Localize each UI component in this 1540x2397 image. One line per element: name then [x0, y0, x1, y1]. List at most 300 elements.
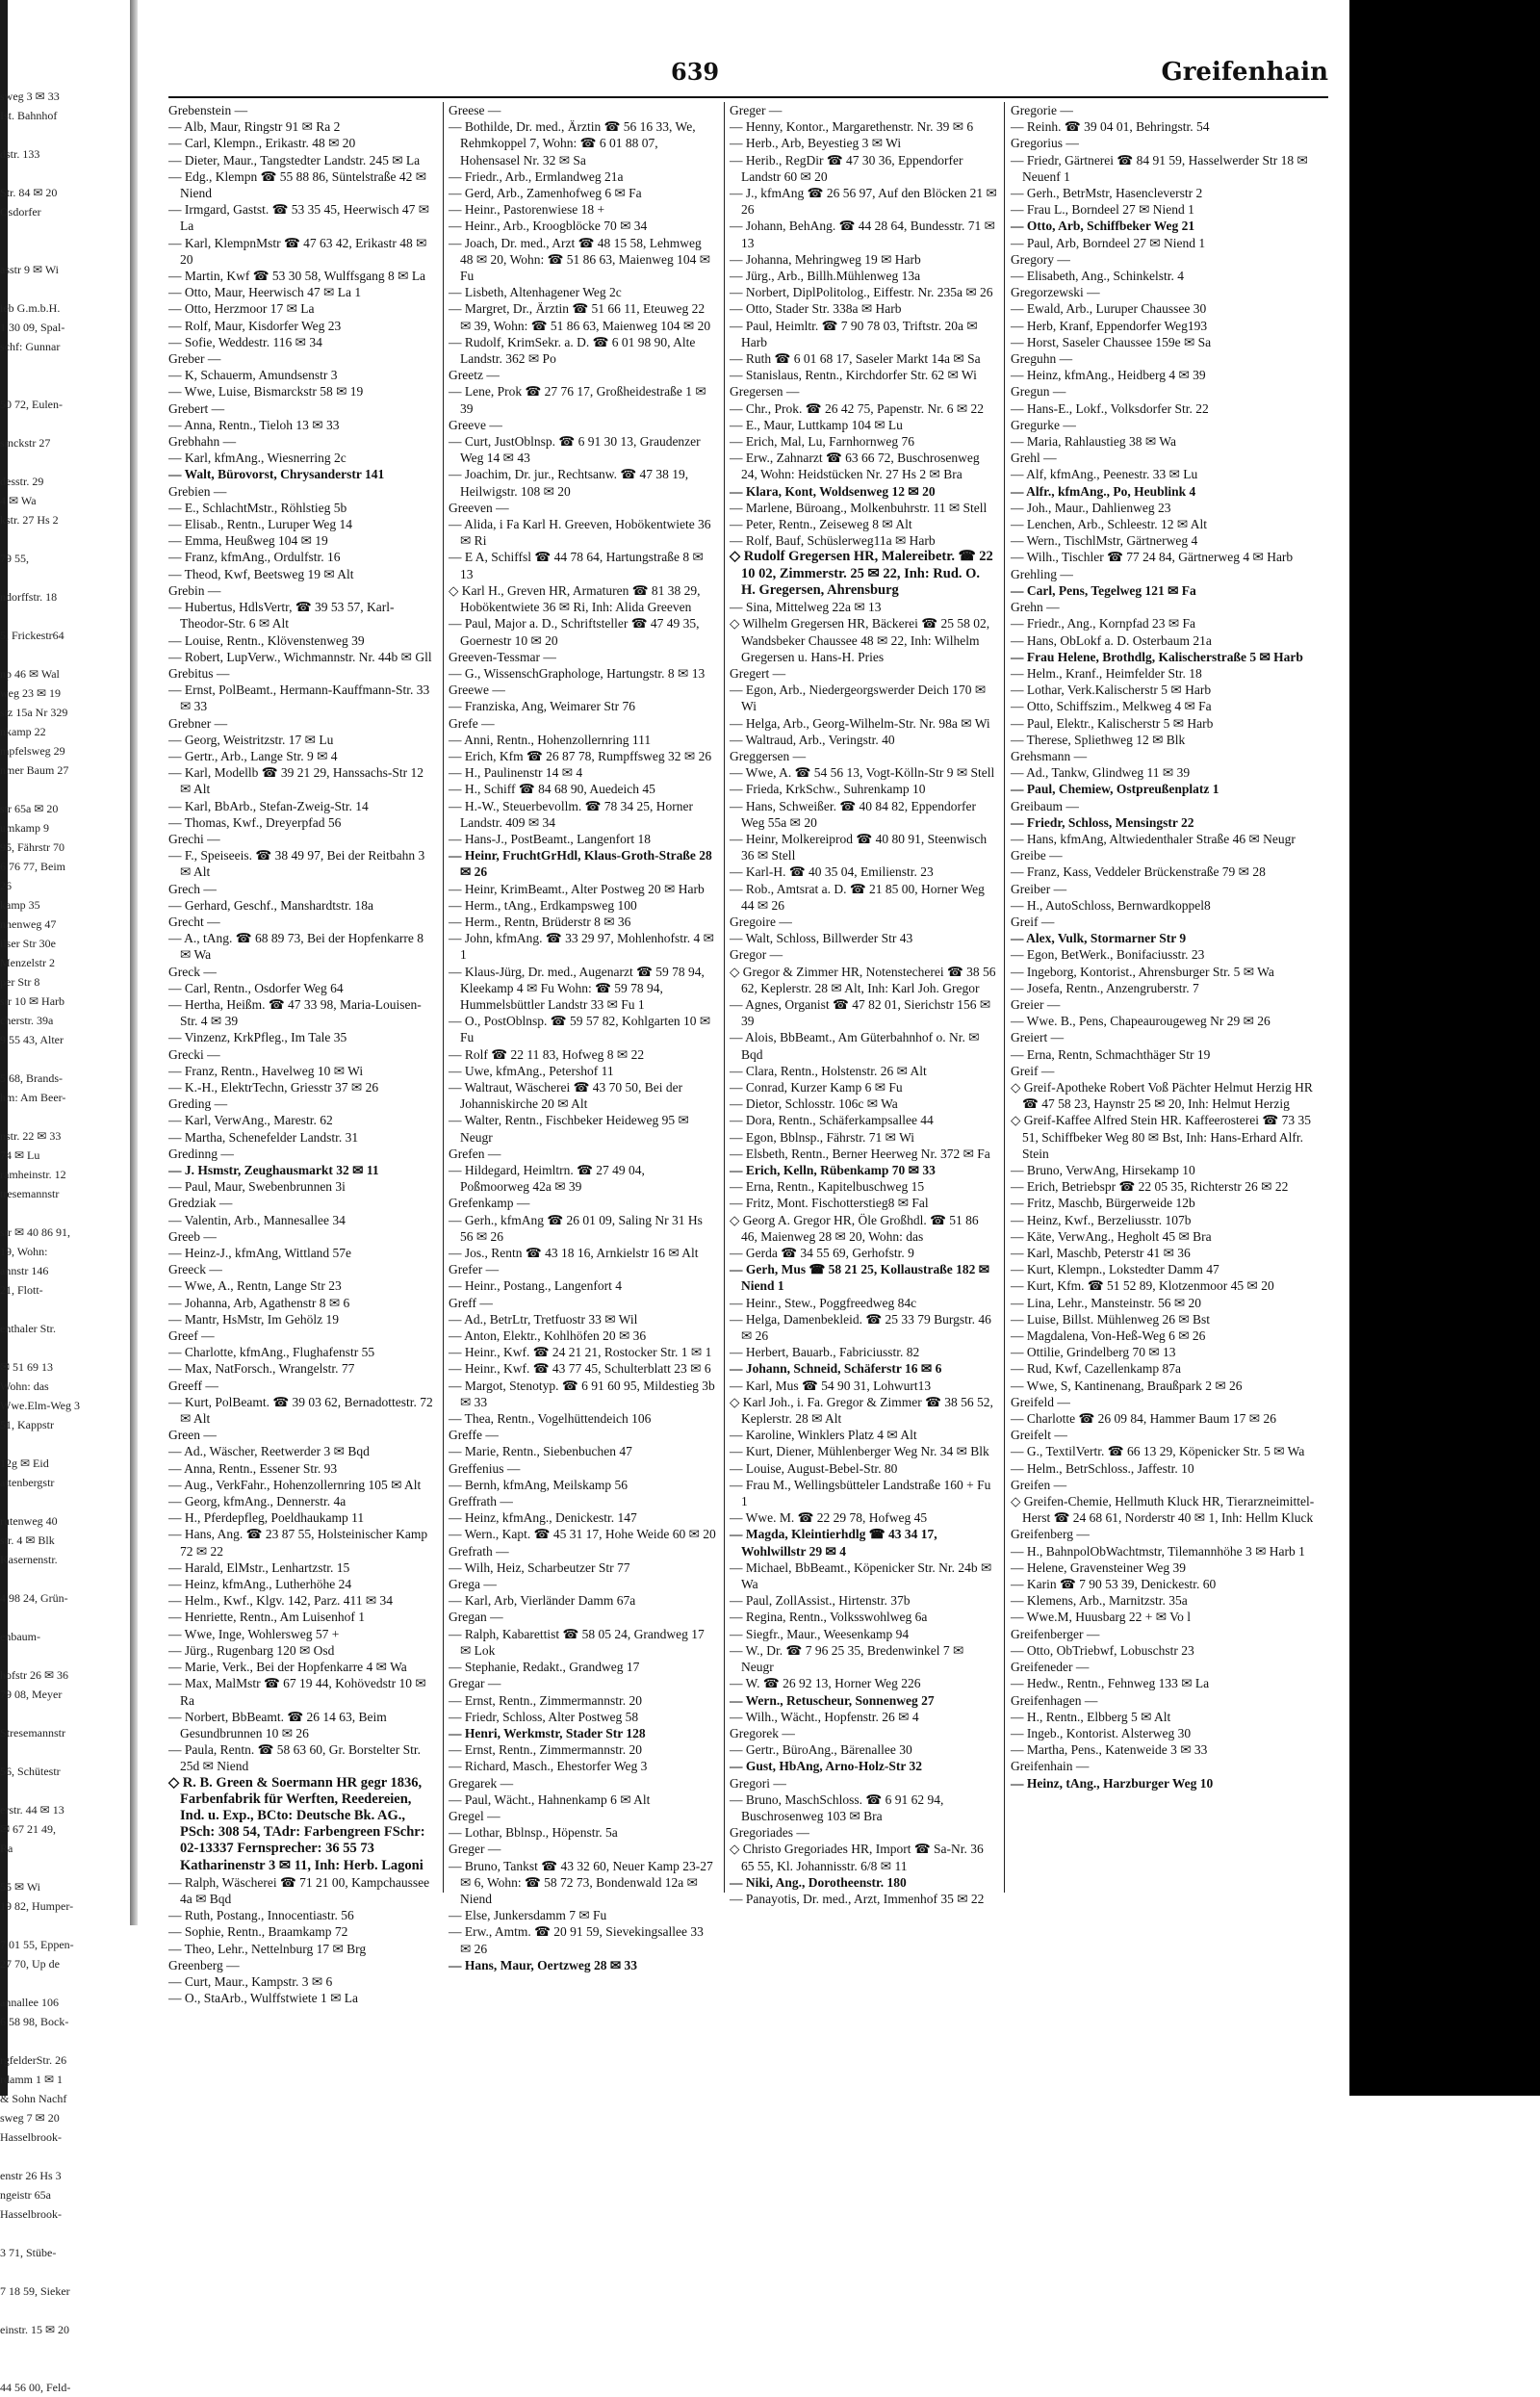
directory-entry: — Joach, Dr. med., Arzt ☎ 48 15 58, Lehmweg 48 ✉ 20, Wohn: ☎ 51 86 63, Maienweg 104 ✉ Fu	[449, 235, 711, 284]
directory-column-1	[168, 102, 436, 2006]
directory-entry: — Walter, Rentn., Fischbeker Heideweg 95 ✉ Neugr	[449, 1113, 689, 1145]
directory-entry: — Norbert, BbBeamt. ☎ 26 14 63, Beim Gesundbrunnen 10 ✉ 26	[168, 1709, 387, 1740]
directory-entry: — Wilh., Wächt., Hopfenstr. 26 ✉ 4	[730, 1709, 919, 1724]
previous-page-line: str ✉ 40 86 91,	[0, 1225, 71, 1239]
previous-page-line	[0, 241, 129, 260]
directory-entry: — Chr., Prok. ☎ 26 42 75, Papenstr. Nr. 6 ✉ 22	[730, 400, 985, 416]
previous-page-line: Stresemannstr	[0, 1726, 65, 1740]
directory-entry: — K.-H., ElektrTechn, Griesstr 37 ✉ 26	[168, 1079, 379, 1095]
previous-page-line: Menzelstr 2	[0, 956, 55, 969]
directory-entry: Greif —	[1011, 914, 1055, 929]
previous-page-line: 19, Wohn:	[0, 1245, 48, 1258]
previous-page-line	[0, 606, 129, 626]
directory-entry: — Helene, Gravensteiner Weg 39	[1011, 1559, 1186, 1575]
directory-entry: Grefen —	[449, 1146, 501, 1161]
directory-entry: — Ottilie, Grindelberg 70 ✉ 13	[1011, 1345, 1176, 1360]
previous-page-line: hofstr 26 ✉ 36	[0, 1668, 69, 1682]
directory-entry: Grega —	[449, 1577, 497, 1592]
directory-entry: — Karl, Modellb ☎ 39 21 29, Hanssachs-Str 12 ✉ Alt	[168, 765, 424, 797]
directory-entry: — Gertr., Arb., Lange Str. 9 ✉ 4	[168, 748, 338, 763]
directory-entry: Grefer —	[449, 1262, 500, 1277]
directory-entry: — Walt, Bürovorst, Chrysanderstr 141	[168, 467, 385, 482]
directory-entry: — J., kfmAng ☎ 26 56 97, Auf den Blöcken 21 ✉ 26	[730, 186, 997, 218]
directory-entry: — G., TextilVertr. ☎ 66 13 29, Köpenicker Str. 5 ✉ Wa	[1011, 1444, 1305, 1459]
directory-entry: — Aug., VerkFahr., Hohenzollernring 105 ✉ Alt	[168, 1477, 422, 1492]
previous-page-line: Ist. Bahnhof	[0, 109, 58, 122]
directory-entry: — Stephanie, Redakt., Grandweg 17	[449, 1660, 640, 1675]
previous-page-fragment	[0, 87, 129, 2394]
previous-page-line	[0, 2262, 129, 2281]
directory-entry: — Herib., RegDir ☎ 47 30 36, Eppendorfer Landstr 60 ✉ 20	[730, 152, 963, 184]
directory-entry: ◇ R. B. Green & Soermann HR gegr 1836, Farbenfabrik für Werften, Reedereien, Ind. u. Exp., BCto: Deutsche Bk. AG., PSch: 308 54, TAdr: Farbengreen FSchr: 02-13337 Fernsprecher: 36 55 73 Katharinenstr 3 ✉ 11, Inh: Herb. Lagoni	[168, 1774, 425, 1873]
previous-page-line: 74 ✉ Lu	[0, 1148, 40, 1162]
directory-entry: Gregun —	[1011, 384, 1066, 400]
previous-page-line: 51, Kappstr	[0, 1418, 54, 1431]
directory-entry: — Ad., Tankw, Glindweg 11 ✉ 39	[1011, 765, 1191, 781]
directory-entry: — Heinz, kfmAng., Lutherhöhe 24	[168, 1577, 352, 1592]
directory-entry: — Hans-J., PostBeamt., Langenfort 18	[449, 831, 651, 846]
directory-entry: — Bernh, kfmAng, Meilskamp 56	[449, 1477, 628, 1492]
directory-entry: Gregurke —	[1011, 417, 1076, 432]
directory-entry: Greifeneder —	[1011, 1660, 1090, 1675]
directory-entry: — Gust, HbAng, Arno-Holz-Str 32	[730, 1759, 923, 1774]
previous-page-line	[0, 1492, 129, 1511]
previous-page-line: nkamp 22	[0, 725, 46, 738]
directory-entry: — Otto, ObTriebwf, Lobuschstr 23	[1011, 1642, 1194, 1658]
directory-entry: — G., WissenschGraphologe, Hartungstr. 8 ✉ 13	[449, 665, 706, 681]
previous-page-line: str. 4 ✉ Blk	[0, 1534, 55, 1547]
directory-entry: — Magdalena, Von-Heß-Weg 6 ✉ 26	[1011, 1328, 1206, 1344]
directory-entry: — W. ☎ 26 92 13, Horner Weg 226	[730, 1676, 921, 1691]
directory-entry: — Gerh, Mus ☎ 58 21 25, Kollaustraße 182 ✉ Niend 1	[730, 1262, 989, 1294]
previous-page-line: kstr. 27 Hs 2	[0, 513, 59, 527]
directory-entry: — Ingeb., Kontorist. Alsterweg 30	[1011, 1725, 1192, 1740]
directory-entry: — Walt, Schloss, Billwerder Str 43	[730, 931, 913, 946]
directory-entry: — Alois, BbBeamt., Am Güterbahnhof o. Nr. ✉ Bqd	[730, 1030, 980, 1062]
directory-entry: Grehn —	[1011, 600, 1060, 615]
directory-entry: — Hedw., Rentn., Fehnweg 133 ✉ La	[1011, 1676, 1210, 1691]
previous-page-line	[0, 1300, 129, 1319]
directory-column-4	[1011, 102, 1328, 1897]
directory-entry: — Theod, Kwf, Beetsweg 19 ✉ Alt	[168, 566, 354, 581]
directory-entry: Gregorie —	[1011, 103, 1073, 117]
directory-entry: — Peter, Rentn., Zeiseweg 8 ✉ Alt	[730, 517, 912, 532]
directory-entry: Gregan —	[449, 1610, 503, 1625]
directory-entry: — Margot, Stenotyp. ☎ 6 91 60 95, Mildestieg 3b ✉ 33	[449, 1378, 715, 1409]
directory-entry: Gredinng —	[168, 1146, 234, 1161]
directory-entry: — Wern., TischlMstr, Gärtnerweg 4	[1011, 533, 1198, 549]
directory-entry: ◇ Rudolf Gregersen HR, Malereibetr. ☎ 22 10 02, Zimmerstr. 25 ✉ 22, Inh: Rud. O. H. Gregersen, Ahrensburg	[730, 549, 993, 598]
previous-page-line: dstr. 133	[0, 147, 40, 161]
directory-entry: — Heinr., Arb., Kroogblöcke 70 ✉ 34	[449, 219, 648, 234]
directory-entry: Greifenhagen —	[1011, 1692, 1098, 1708]
directory-entry: — Mantr, HsMstr, Im Gehölz 19	[168, 1311, 340, 1327]
directory-entry: Greffe —	[449, 1428, 499, 1443]
previous-page-line	[0, 452, 129, 472]
directory-entry: — Klara, Kont, Woldsenweg 12 ✉ 20	[730, 483, 936, 499]
directory-entry: — Heinr., Postang., Langenfort 4	[449, 1278, 622, 1294]
previous-page-line: Osdorfer	[0, 205, 41, 219]
directory-entry: Green —	[168, 1428, 217, 1443]
directory-entry: Grebner —	[168, 715, 228, 731]
previous-page-line: str 10 ✉ Harb	[0, 994, 65, 1008]
directory-entry: — Georg, Weistritzstr. 17 ✉ Lu	[168, 732, 334, 747]
previous-page-line: 79 55,	[0, 552, 29, 565]
directory-entry: Grechi —	[168, 831, 220, 846]
directory-entry: — Fritz, Mont. Fischotterstieg8 ✉ Fal	[730, 1196, 929, 1211]
previous-page-line: ngeistr 65a	[0, 2188, 51, 2202]
page-title: Greifenhain	[1161, 58, 1328, 87]
directory-entry: — Lina, Lehr., Mansteinstr. 56 ✉ 20	[1011, 1295, 1202, 1310]
directory-entry: — Wwe, S, Kantinenang, Braußpark 2 ✉ 26	[1011, 1378, 1243, 1393]
directory-entry: — Johanna, Mehringweg 19 ✉ Harb	[730, 251, 921, 267]
header-rule	[168, 96, 1328, 98]
directory-entry: — Otto, Maur, Heerwisch 47 ✉ La 1	[168, 285, 362, 300]
directory-entry: — Bruno, MaschSchloss. ☎ 6 91 62 94, Buschrosenweg 103 ✉ Bra	[730, 1791, 944, 1823]
book-spine	[130, 0, 138, 1925]
directory-entry: — Erich, Kfm ☎ 26 87 78, Rumpffsweg 32 ✉ 26	[449, 748, 712, 763]
directory-entry: — Hildegard, Heimltrn. ☎ 27 49 04, Poßmoorweg 42a ✉ 39	[449, 1163, 645, 1195]
directory-entry: Greifelt —	[1011, 1428, 1067, 1443]
directory-entry: — Robert, LupVerw., Wichmannstr. Nr. 44b ✉ Gll	[168, 649, 432, 664]
directory-entry: — Ad., Wäscher, Reetwerder 3 ✉ Bqd	[168, 1444, 370, 1459]
directory-entry: — Marlene, Büroang., Molkenbuhrstr. 11 ✉ Stell	[730, 500, 988, 515]
directory-entry: — Clara, Rentn., Holstenstr. 26 ✉ Alt	[730, 1063, 927, 1078]
directory-entry: — Otto, Herzmoor 17 ✉ La	[168, 301, 315, 317]
directory-entry: — Sofie, Weddestr. 116 ✉ 34	[168, 334, 322, 349]
directory-entry: — Ernst, Rentn., Zimmermannstr. 20	[449, 1742, 642, 1758]
directory-entry: — Ralph, Kabarettist ☎ 58 05 24, Grandweg 17 ✉ Lok	[449, 1626, 705, 1658]
directory-entry: — Ernst, PolBeamt., Hermann-Kauffmann-Str. 33 ✉ 33	[168, 683, 430, 714]
directory-entry: — Anton, Elektr., Kohlhöfen 20 ✉ 36	[449, 1328, 647, 1344]
directory-entry: — Hans, Schweißer. ☎ 40 84 82, Eppendorfer Weg 55a ✉ 20	[730, 798, 977, 830]
directory-entry: — Friedr, Schloss, Mensingstr 22	[1011, 814, 1194, 830]
directory-entry: — Henri, Werkmstr, Stader Str 128	[449, 1725, 646, 1740]
directory-entry: — Heinr., Kwf. ☎ 43 77 45, Schulterblatt 23 ✉ 6	[449, 1361, 711, 1377]
directory-entry: — Bruno, Tankst ☎ 43 32 60, Neuer Kamp 23-27 ✉ 6, Wohn: ☎ 58 72 73, Bondenwald 12a ✉ Niend	[449, 1858, 713, 1906]
previous-page-line: & Sohn Nachf	[0, 2092, 67, 2105]
previous-page-line: 27 70, Up de	[0, 1957, 60, 1971]
previous-page-line: 44 56 00, Feld-	[0, 2381, 71, 2394]
directory-entry: — Karin ☎ 7 90 53 39, Denickestr. 60	[1011, 1577, 1217, 1592]
previous-page-line: enbaum-	[0, 1630, 40, 1643]
directory-entry: — H., BahnpolObWachtmstr, Tilemannhöhe 3 ✉ Harb 1	[1011, 1543, 1305, 1559]
directory-entry: Grecht —	[168, 914, 220, 929]
previous-page-line: cherstr. 39a	[0, 1014, 54, 1027]
directory-entry: — Edg., Klempn ☎ 55 88 86, Süntelstraße 42 ✉ Niend	[168, 168, 427, 201]
directory-entry: — Carl, Klempn., Erikastr. 48 ✉ 20	[168, 136, 356, 151]
previous-page-line: nnenweg 47	[0, 917, 57, 931]
directory-entry: — Heinr, FruchtGrHdl, Klaus-Groth-Straße 28 ✉ 26	[449, 848, 712, 880]
page-number: 639	[671, 58, 720, 86]
directory-entry: — Rolf, Bauf, Schüslerweg11a ✉ Harb	[730, 533, 936, 549]
directory-entry: — Kurt, Kfm. ☎ 51 52 89, Klotzenmoor 45 ✉ 20	[1011, 1278, 1274, 1294]
previous-page-line: 26	[0, 879, 12, 892]
directory-entry: Gredziak —	[168, 1196, 233, 1211]
previous-page-line	[0, 780, 129, 799]
previous-page-line: 21, Flott-	[0, 1283, 43, 1297]
directory-entry: — Anni, Rentn., Hohenzollernring 111	[449, 732, 652, 747]
previous-page-line	[0, 568, 129, 587]
directory-entry: — Niki, Ang., Dorotheenstr. 180	[730, 1874, 907, 1890]
previous-page-line: Ra	[0, 1842, 13, 1855]
directory-entry: — Rolf, Maur, Kisdorfer Weg 23	[168, 318, 342, 333]
directory-entry: ◇ Georg A. Gregor HR, Öle Großhdl. ☎ 51 86 46, Maienweg 28 ✉ 20, Wohn: das	[730, 1212, 979, 1244]
directory-entry: — Martha, Pens., Katenweide 3 ✉ 33	[1011, 1742, 1208, 1758]
directory-entry: — Frau M., Wellingsbütteler Landstraße 160 + Fu 1	[730, 1477, 991, 1509]
previous-page-line: 6 76 77, Beim	[0, 860, 65, 873]
directory-entry: Greifenberg —	[1011, 1527, 1090, 1542]
directory-entry: Grebin —	[168, 582, 221, 598]
directory-entry: — K, Schauerm, Amundsenstr 3	[168, 368, 338, 383]
previous-page-line	[0, 1916, 129, 1935]
previous-page-line: np 46 ✉ Wal	[0, 667, 60, 681]
previous-page-line: einstr. 15 ✉ 20	[0, 2323, 70, 2336]
directory-entry: — Wwe. M. ☎ 22 29 78, Hofweg 45	[730, 1510, 928, 1526]
directory-entry: Grecki —	[168, 1046, 220, 1062]
previous-page-line	[0, 1434, 129, 1454]
previous-page-line: ramheinstr. 12	[0, 1168, 66, 1181]
previous-page-line: weg 23 ✉ 19	[0, 686, 62, 700]
directory-entry: Greggersen —	[730, 748, 807, 763]
directory-entry: Greiber —	[1011, 881, 1067, 896]
directory-entry: — Josefa, Rentn., Anzengruberstr. 7	[1011, 980, 1199, 995]
directory-entry: — Regina, Rentn., Volksswohlweg 6a	[730, 1610, 928, 1625]
previous-page-line: 56, Schütestr	[0, 1765, 61, 1778]
directory-entry: — Hans, kfmAng, Altwiedenthaler Straße 46 ✉ Neugr	[1011, 831, 1296, 846]
previous-page-line: rdamm 1 ✉ 1	[0, 2073, 64, 2086]
directory-entry: Gregorius —	[1011, 136, 1079, 151]
directory-entry: — Klaus-Jürg, Dr. med., Augenarzt ☎ 59 78 94, Kleekamp 4 ✉ Fu Wohn: ☎ 59 78 94, Hummelsbüttler Landstr 33 ✉ Fu 1	[449, 964, 705, 1012]
directory-entry: — Dietor, Schlosstr. 106c ✉ Wa	[730, 1096, 898, 1112]
directory-entry: — Johanna, Arb, Agathenstr 8 ✉ 6	[168, 1295, 350, 1310]
directory-entry: — Theo, Lehr., Nettelnburg 17 ✉ Brg	[168, 1941, 367, 1956]
directory-entry: — Herm., tAng., Erdkampsweg 100	[449, 897, 637, 913]
directory-entry: — Wern., Kapt. ☎ 45 31 17, Hohe Weide 60 ✉ 20	[449, 1527, 716, 1542]
previous-page-line: rgfelderStr. 26	[0, 2053, 67, 2067]
previous-page-line	[0, 125, 129, 144]
directory-entry: — Lisbeth, Altenhagener Weg 2c	[449, 285, 622, 300]
directory-entry: — O., PostOblnsp. ☎ 59 57 82, Kohlgarten 10 ✉ Fu	[449, 1014, 711, 1045]
page-header	[168, 58, 1328, 90]
directory-entry: — Otto, Arb, Schiffbeker Weg 21	[1011, 219, 1195, 234]
directory-entry: — Herbert, Bauarb., Fabriciusstr. 82	[730, 1345, 920, 1360]
directory-entry: Grefenkamp —	[449, 1196, 530, 1211]
directory-entry: — Wilh., Tischler ☎ 77 24 84, Gärtnerweg 4 ✉ Harb	[1011, 550, 1294, 565]
directory-entry: — Uwe, kfmAng., Petershof 11	[449, 1063, 614, 1078]
previous-page-line: Kasernenstr.	[0, 1553, 58, 1566]
directory-entry: — Paul, Arb, Borndeel 27 ✉ Niend 1	[1011, 235, 1206, 250]
directory-entry: — Alb, Maur, Ringstr 91 ✉ Ra 2	[168, 119, 341, 135]
directory-entry: — Helm., Kwf., Klgv. 142, Parz. 411 ✉ 34	[168, 1593, 394, 1609]
directory-entry: Greifen —	[1011, 1477, 1067, 1492]
directory-entry: — Wwe. B., Pens, Chapeaurougeweg Nr 29 ✉ 26	[1011, 1014, 1270, 1029]
directory-entry: — Anna, Rentn., Essener Str. 93	[168, 1460, 338, 1476]
directory-entry: — Richard, Masch., Ehestorfer Weg 3	[449, 1759, 648, 1774]
previous-page-line: hm: Am Beer-	[0, 1091, 66, 1104]
directory-entry: — Rudolf, KrimSekr. a. D. ☎ 6 01 98 90, Alte Landstr. 362 ✉ Po	[449, 334, 696, 367]
directory-entry: — Paul, Wächt., Hahnenkamp 6 ✉ Alt	[449, 1791, 651, 1807]
directory-entry: — H., Schiff ☎ 84 68 90, Auedeich 45	[449, 782, 655, 797]
directory-entry: — Charlotte ☎ 26 09 84, Hammer Baum 17 ✉ 26	[1011, 1411, 1276, 1427]
directory-entry: Gregel —	[449, 1808, 500, 1823]
directory-entry: ◇ Greifen-Chemie, Hellmuth Kluck HR, Tierarzneimittel-Herst ☎ 24 68 61, Norderstr 40 ✉ 1, Inh: Hellm Kluck	[1011, 1494, 1315, 1526]
directory-entry: — Dieter, Maur., Tangstedter Landstr. 245 ✉ La	[168, 152, 421, 168]
directory-entry: — W., Dr. ☎ 7 96 25 35, Bredenwinkel 7 ✉ Neugr	[730, 1642, 964, 1675]
directory-entry: — Gerd, Arb., Zamenhofweg 6 ✉ Fa	[449, 186, 642, 201]
directory-entry: — Ralph, Wäscherei ☎ 71 21 00, Kampchaussee 4a ✉ Bqd	[168, 1874, 430, 1906]
previous-page-line	[0, 279, 129, 298]
directory-entry: — Hans, Ang. ☎ 23 87 55, Holsteinischer Kamp 72 ✉ 22	[168, 1527, 428, 1559]
directory-entry: Greber —	[168, 351, 221, 367]
directory-entry: ◇ Greif-Apotheke Robert Voß Pächter Helmut Herzig HR ☎ 47 58 23, Haynstr 25 ✉ 20, Inh: Helmut Herzig	[1011, 1079, 1313, 1112]
directory-entry: — Ruth ☎ 6 01 68 17, Saseler Markt 14a ✉ Sa	[730, 351, 981, 367]
directory-entry: — H.-W., Steuerbevollm. ☎ 78 34 25, Horner Landstr. 409 ✉ 34	[449, 798, 694, 830]
previous-page-line: asstr 9 ✉ Wi	[0, 263, 60, 276]
previous-page-line	[0, 1781, 129, 1800]
previous-page-line	[0, 645, 129, 664]
directory-entry: — Karl, Mus ☎ 54 90 31, Lohwurt13	[730, 1378, 932, 1393]
directory-entry: — Friedr, Gärtnerei ☎ 84 91 59, Hasselwerder Str 18 ✉ Neuenf 1	[1011, 152, 1308, 184]
directory-entry: — Marie, Rentn., Siebenbuchen 47	[449, 1444, 632, 1459]
previous-page-line: stz 15a Nr 329	[0, 706, 68, 719]
directory-entry: Greier —	[1011, 996, 1061, 1012]
directory-entry: Greding —	[168, 1096, 228, 1112]
previous-page-line	[0, 2339, 129, 2358]
directory-entry: — Karl, KlempnMstr ☎ 47 63 42, Erikastr 48 ✉ 20	[168, 235, 427, 267]
directory-entry: — Franz, Rentn., Havelweg 10 ✉ Wi	[168, 1063, 364, 1078]
directory-entry: — H., AutoSchloss, Bernwardkoppel8	[1011, 897, 1211, 913]
directory-entry: — Heinr., Kwf. ☎ 24 21 21, Rostocker Str. 1 ✉ 1	[449, 1345, 712, 1360]
previous-page-line: ieb G.m.b.H.	[0, 301, 61, 315]
directory-entry: — Ewald, Arb., Luruper Chaussee 30	[1011, 301, 1207, 317]
directory-entry: Grehsmann —	[1011, 748, 1088, 763]
directory-column-2	[449, 102, 716, 1972]
previous-page-line	[0, 1973, 129, 1993]
previous-page-line: Str. 84 ✉ 20	[0, 186, 58, 199]
previous-page-line: 50 72, Eulen-	[0, 398, 63, 411]
previous-page-line: 95, Fährstr 70	[0, 840, 64, 854]
scan-border	[1349, 0, 1540, 2096]
previous-page-line: str 65a ✉ 20	[0, 802, 59, 815]
directory-entry: — Michael, BbBeamt., Köpenicker Str. Nr. 24b ✉ Wa	[730, 1559, 992, 1592]
directory-entry: — Alf, kfmAng., Peenestr. 33 ✉ Lu	[1011, 467, 1198, 482]
directory-entry: — Bothilde, Dr. med., Ärztin ☎ 56 16 33, We, Rehmkoppel 7, Wohn: ☎ 6 01 88 07, Hohensasel Nr. 32 ✉ Sa	[449, 119, 696, 168]
directory-entry: — Friedr, Schloss, Alter Postweg 58	[449, 1709, 639, 1724]
directory-entry: — Henriette, Rentn., Am Luisenhof 1	[168, 1610, 365, 1625]
directory-entry: — Karl-H. ☎ 40 35 04, Emilienstr. 23	[730, 864, 934, 880]
previous-page-line: 4 ✉ Wa	[0, 494, 37, 507]
directory-entry: Greef —	[168, 1328, 215, 1344]
directory-entry: — Heinz, kfmAng., Heidberg 4 ✉ 39	[1011, 368, 1206, 383]
directory-entry: — Heinr, Molkereiprod ☎ 40 80 91, Steenwisch 36 ✉ Stell	[730, 831, 988, 863]
directory-entry: — Sophie, Rentn., Braamkamp 72	[168, 1924, 348, 1940]
directory-entry: — Joachim, Dr. jur., Rechtsanw. ☎ 47 38 19, Heilwigstr. 108 ✉ 20	[449, 467, 689, 499]
directory-entry: — Kurt, PolBeamt. ☎ 39 03 62, Bernadottestr. 72 ✉ Alt	[168, 1394, 433, 1427]
directory-entry: — Frau L., Borndeel 27 ✉ Niend 1	[1011, 202, 1194, 218]
directory-entry: Gregory —	[1011, 251, 1070, 267]
directory-entry: — E A, Schiffsl ☎ 44 78 64, Hartungstraße 8 ✉ 13	[449, 550, 704, 581]
previous-page-line	[0, 375, 129, 395]
directory-entry: Greibaum —	[1011, 798, 1079, 813]
directory-entry: Gregoire —	[730, 914, 792, 929]
directory-entry: Gregori —	[730, 1775, 786, 1791]
directory-entry: — Hertha, Heißm. ☎ 47 33 98, Maria-Louisen-Str. 4 ✉ 39	[168, 996, 422, 1029]
previous-page-line: nstr. 22 ✉ 33	[0, 1129, 62, 1143]
previous-page-line	[0, 2224, 129, 2243]
directory-entry: Greck —	[168, 964, 217, 979]
directory-entry: — Karl, BbArb., Stefan-Zweig-Str. 14	[168, 798, 369, 813]
directory-entry: — Egon, Bblnsp., Fährstr. 71 ✉ Wi	[730, 1129, 915, 1145]
directory-entry: Grebhahn —	[168, 434, 237, 450]
directory-entry: — Helm., Kranf., Heimfelder Str. 18	[1011, 665, 1202, 681]
directory-entry: — Jos., Rentn ☎ 43 18 16, Arnkielstr 16 ✉ Alt	[449, 1246, 699, 1261]
previous-page-line: 5 68, Brands-	[0, 1071, 63, 1085]
directory-entry: Greewe —	[449, 683, 505, 698]
directory-entry: — Curt, JustOblnsp. ☎ 6 91 30 13, Graudenzer Weg 14 ✉ 43	[449, 434, 701, 466]
directory-entry: — Franz, kfmAng., Ordulfstr. 16	[168, 550, 341, 565]
directory-entry: Grebitus —	[168, 665, 230, 681]
directory-entry: Greetz —	[449, 368, 500, 383]
directory-entry: — Heinr., Pastorenwiese 18 +	[449, 202, 605, 218]
previous-page-line: sinckstr 27	[0, 436, 51, 450]
directory-entry: — H., Rentn., Elbberg 5 ✉ Alt	[1011, 1709, 1171, 1724]
directory-entry: — Else, Junkersdamm 7 ✉ Fu	[449, 1908, 607, 1923]
directory-entry: — Gerh., kfmAng ☎ 26 01 09, Saling Nr 31 Hs 56 ✉ 26	[449, 1212, 703, 1244]
previous-page-line: erstr. 44 ✉ 13	[0, 1803, 64, 1817]
previous-page-line: sweg 3 ✉ 33	[0, 90, 60, 103]
directory-entry: — Kurt, Diener, Mühlenberger Weg Nr. 34 ✉ Blk	[730, 1444, 989, 1459]
directory-entry: — Curt, Maur., Kampstr. 3 ✉ 6	[168, 1973, 333, 1989]
directory-entry: Grebert —	[168, 400, 225, 416]
directory-entry: — Elisabeth, Ang., Schinkelstr. 4	[1011, 269, 1184, 284]
directory-entry: — Conrad, Kurzer Kamp 6 ✉ Fu	[730, 1079, 903, 1095]
directory-entry: Greeb —	[168, 1228, 217, 1244]
directory-entry: — Heinz, Kwf., Berzeliusstr. 107b	[1011, 1212, 1192, 1227]
previous-page-line: umkamp 9	[0, 821, 49, 835]
previous-page-line: 9 55 43, Alter	[0, 1033, 64, 1046]
directory-entry: Greguhn —	[1011, 351, 1073, 367]
directory-entry: Greifenberger —	[1011, 1626, 1100, 1641]
directory-entry: — Henny, Kontor., Margarethenstr. Nr. 39 ✉ 6	[730, 119, 974, 135]
directory-entry: — Heinr, KrimBeamt., Alter Postweg 20 ✉ Harb	[449, 881, 705, 896]
previous-page-line	[0, 1049, 129, 1069]
directory-entry: — Karl, Arb, Vierländer Damm 67a	[449, 1593, 636, 1609]
directory-entry: — Rolf ☎ 22 11 83, Hofweg 8 ✉ 22	[449, 1046, 645, 1062]
directory-entry: — Reinh. ☎ 39 04 01, Behringstr. 54	[1011, 119, 1210, 135]
directory-entry: — Wwe, A., Rentn, Lange Str 23	[168, 1278, 342, 1294]
directory-entry: — Egon, Arb., Niedergeorgswerder Deich 170 ✉ Wi	[730, 683, 987, 714]
directory-entry: — Hans-E., Lokf., Volksdorfer Str. 22	[1011, 400, 1209, 416]
directory-entry: — Franziska, Ang, Weimarer Str 76	[449, 699, 636, 714]
previous-page-line: Hasselbrook-	[0, 2207, 62, 2221]
directory-entry: — Rud, Kwf, Cazellenkamp 87a	[1011, 1361, 1181, 1377]
directory-entry: — Paul, Heimltr. ☎ 7 90 78 03, Triftstr. 20a ✉ Harb	[730, 318, 978, 349]
directory-entry: — Friedr., Ang., Kornpfad 23 ✉ Fa	[1011, 616, 1196, 631]
previous-page-line	[0, 356, 129, 375]
directory-entry: — Valentin, Arb., Mannesallee 34	[168, 1212, 346, 1227]
directory-entry: — Luise, Billst. Mühlenweg 26 ✉ Bst	[1011, 1311, 1211, 1327]
directory-entry: Gregar —	[449, 1676, 501, 1691]
directory-entry: — Paul, Major a. D., Schriftsteller ☎ 47 49 35, Goernestr 10 ✉ 20	[449, 616, 700, 648]
directory-entry: Greeck —	[168, 1262, 222, 1277]
previous-page-line: ndorffstr. 18	[0, 590, 58, 604]
directory-entry: — Johann, BehAng. ☎ 44 28 64, Bundesstr. 71 ✉ 13	[730, 219, 995, 250]
directory-entry: — Georg, kfmAng., Dennerstr. 4a	[168, 1494, 346, 1509]
directory-entry: Greger —	[730, 103, 783, 117]
directory-entry: — Alfr., kfmAng., Po, Heublink 4	[1011, 483, 1196, 499]
directory-entry: Gregarek —	[449, 1775, 514, 1791]
